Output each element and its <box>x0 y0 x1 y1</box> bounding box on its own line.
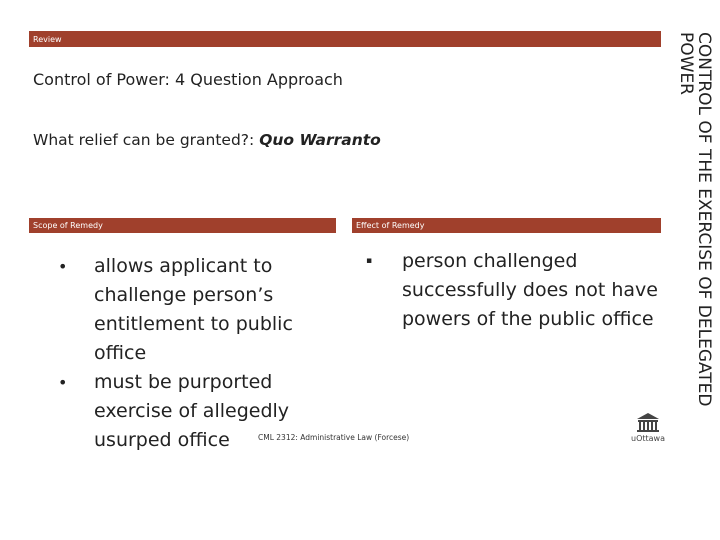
relief-question <box>33 131 381 149</box>
logo-wordmark: uOttawa <box>631 434 665 443</box>
effect-header-label: Effect of Remedy <box>356 221 425 230</box>
scope-header-label: Scope of Remedy <box>33 221 103 230</box>
vertical-title-line-1: CONTROL OF THE EXERCISE OF DELEGATED <box>694 32 714 407</box>
effect-item: ▪ person challenged successfully does not have powers of the public office <box>366 247 666 334</box>
university-logo <box>623 411 673 447</box>
scope-header-bar <box>29 218 336 233</box>
slide-title: Control of Power: 4 Question Approach <box>33 70 343 89</box>
relief-answer: Quo Warranto <box>259 131 381 149</box>
relief-question-text: What relief can be granted?: <box>33 131 260 149</box>
building-icon <box>623 411 673 433</box>
section-banner <box>29 31 661 47</box>
scope-item: • must be purported exercise of allegedly usurped office <box>58 368 320 455</box>
scope-item: • allows applicant to challenge person’s entitlement to public office <box>58 252 320 368</box>
effect-header-bar <box>352 218 661 233</box>
vertical-title-line-2: POWER <box>676 32 696 95</box>
footer-course-label: CML 2312: Administrative Law (Forcese) <box>258 433 410 442</box>
vertical-section-title <box>676 32 717 407</box>
scope-list <box>58 252 320 455</box>
section-label: Review <box>33 34 62 44</box>
effect-list <box>366 247 666 334</box>
